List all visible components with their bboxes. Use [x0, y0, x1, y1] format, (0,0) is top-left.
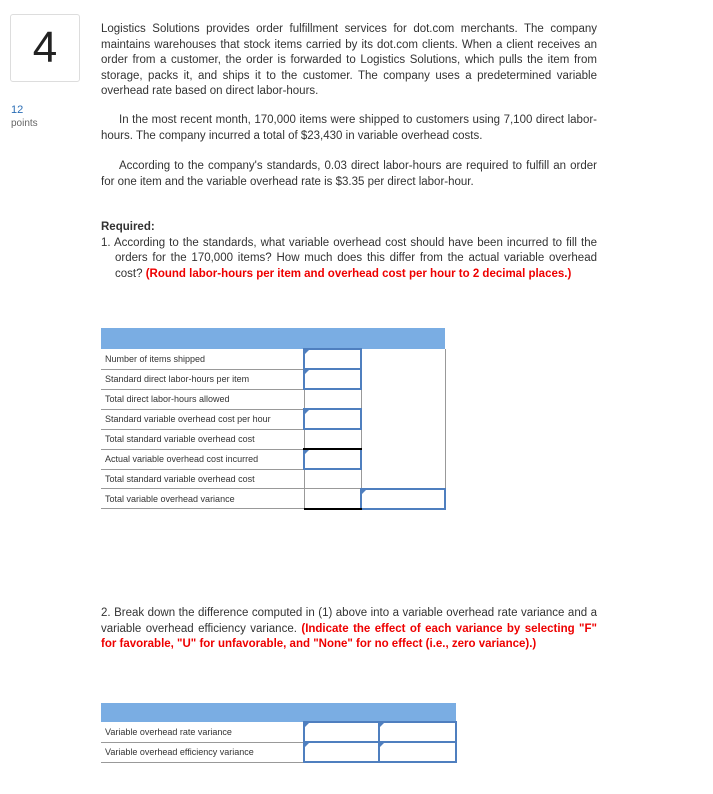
table-row: Total direct labor-hours allowed [101, 389, 445, 409]
input-cell[interactable] [304, 409, 361, 429]
req2-note: (Indicate the effect of each variance by selecting "F" for favorable, "U" for unfavorable, and "None" for no effect (i.e., zero variance).) [101, 622, 597, 650]
input-cell[interactable] [304, 369, 361, 389]
paragraph-month: In the most recent month, 170,000 items were shipped to customers using 7,100 direct labor-hours. The company incurred a total of $23,430 in variable overhead costs. [101, 114, 597, 142]
points [11, 104, 38, 130]
table-header [101, 328, 445, 349]
req1-text: 1. According to the standards, what variable overhead cost should have been incurred to fill the orders for the 170,000 items? How much does this differ from the actual variable overhead cost? [101, 236, 597, 280]
table-row: Total standard variable overhead cost [101, 469, 445, 489]
table-overhead-cost [101, 328, 446, 510]
computed-cell [304, 489, 361, 509]
table-row: Number of items shipped [101, 349, 445, 369]
computed-cell [304, 389, 361, 409]
paragraph-intro: Logistics Solutions provides order fulfillment services for dot.com merchants. The company maintains warehouses that stock items carried by its dot.com clients. When a client receives an order from a customer, the order is forwarded to Logistics Solutions, which pulls the item from storage, packs it, and ships it to the customer. The company uses a predetermined variable overhead rate based on direct labor-hours. [101, 23, 597, 97]
input-cell[interactable] [361, 489, 445, 509]
table-row: Actual variable overhead cost incurred [101, 449, 445, 469]
computed-cell [304, 469, 361, 489]
required-label: Required: [101, 221, 155, 233]
input-cell[interactable] [379, 722, 456, 742]
input-cell[interactable] [304, 722, 380, 742]
req2-section [101, 606, 597, 653]
table-header [101, 703, 456, 722]
input-cell[interactable] [304, 742, 380, 762]
req2-text: 2. Break down the difference computed in (1) above into a variable overhead rate variance and a variable overhead efficiency variance. [101, 607, 597, 635]
paragraph-standards: According to the company's standards, 0.03 direct labor-hours are required to fulfill an order for one item and the variable overhead rate is $3.35 per direct labor-hour. [101, 160, 597, 188]
input-cell[interactable] [379, 742, 456, 762]
input-cell[interactable] [304, 449, 361, 469]
table-variance-breakdown [101, 703, 457, 763]
input-cell[interactable] [304, 349, 361, 369]
table-row: Variable overhead efficiency variance [101, 742, 456, 762]
question-number: 4 [10, 14, 80, 82]
table-row: Total standard variable overhead cost [101, 429, 445, 449]
table-row: Total variable overhead variance [101, 489, 445, 509]
computed-cell [304, 429, 361, 449]
required-section [101, 220, 597, 282]
points-label: points [11, 118, 38, 129]
req1-note: (Round labor-hours per item and overhead cost per hour to 2 decimal places.) [145, 267, 572, 280]
points-value: 12 [11, 104, 24, 116]
table-row: Standard variable overhead cost per hour [101, 409, 445, 429]
table-row: Variable overhead rate variance [101, 722, 456, 742]
table-row: Standard direct labor-hours per item [101, 369, 445, 389]
